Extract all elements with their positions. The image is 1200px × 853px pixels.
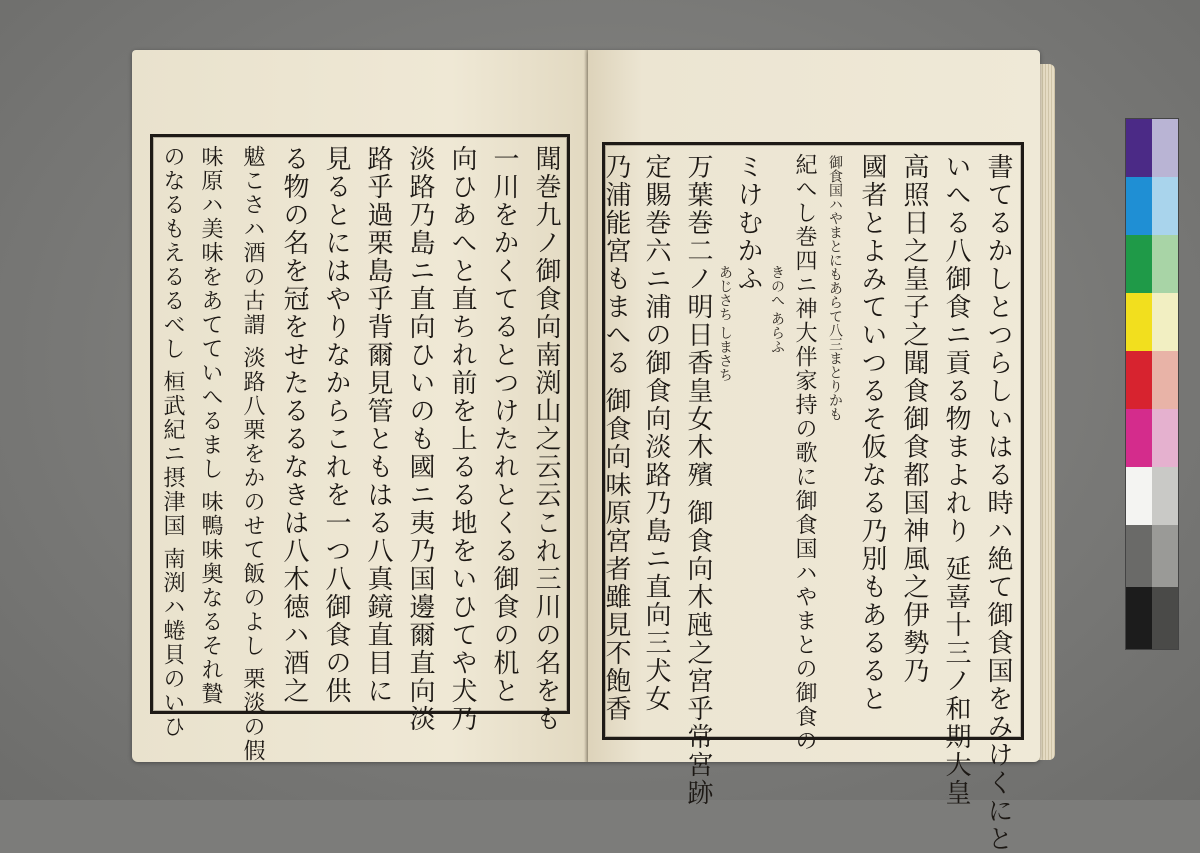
right-note-2: きのへ あらふ [769, 265, 785, 354]
swatch-violet-light [1152, 119, 1178, 177]
left-col-6: 見るとにはやりなからこれを一つ八御食の供 [321, 145, 351, 705]
left-text-frame [150, 134, 570, 763]
swatch-magenta [1126, 409, 1152, 467]
swatch-grey [1152, 525, 1178, 587]
right-col-6: ミけむかふ [733, 153, 763, 293]
right-col-1: 書てるかしとつらしいはる時ハ絶て御食国をみけくにと [983, 153, 1013, 853]
right-note-1: 御食国ハやまとにもあらて八三まとりかも [827, 155, 843, 421]
right-col-8: 定賜巻六ニ浦の御食向淡路乃島ニ直向三犬女 [641, 153, 671, 713]
swatch-grey-dark [1152, 587, 1178, 649]
left-col-5: 路乎過栗島乎背爾見管ともはる八真鏡直目に [363, 145, 393, 705]
right-col-3: 高照日之皇子之聞食御食都国神風之伊勢乃 [899, 153, 929, 685]
right-col-4: 國者とよみていつるそ仮なる乃別もあるると [857, 153, 887, 713]
swatch-magenta-light [1152, 409, 1178, 467]
right-note-3: あじさち しまさち [717, 265, 733, 382]
right-col-2: いへる八御食ニ貢る物まよれり 延喜十三ノ和期大皇 [941, 153, 971, 808]
swatch-green-light [1152, 235, 1178, 293]
open-book [132, 50, 1060, 853]
right-col-9: 乃浦能宮もまへる 御食向味原宮者雖見不飽香 [601, 153, 631, 724]
left-col-10: のなるもえるるべし 桓武紀ニ摂津国 南渕ハ蜷貝のいひ [160, 145, 185, 739]
swatch-grey-mid [1126, 525, 1152, 587]
swatch-green [1126, 235, 1152, 293]
swatch-black [1126, 587, 1152, 649]
swatch-violet [1126, 119, 1152, 177]
swatch-grey-light [1152, 467, 1178, 525]
swatch-yellow-light [1152, 293, 1178, 351]
swatch-red-light [1152, 351, 1178, 409]
left-col-9: 味原ハ美味をあてていへるまし 味鴨味奥なるそれ贄 [198, 145, 223, 706]
left-col-3: 向ひあへと直ちれ前を上るる地をいひてや犬乃 [447, 145, 477, 733]
swatch-red [1126, 351, 1152, 409]
left-col-7: る物の名を冠をせたるるなきは八木徳ハ酒之 [279, 145, 309, 705]
swatch-yellow [1126, 293, 1152, 351]
left-col-4: 淡路乃島ニ直向ひいのも國ニ夷乃国邊爾直向淡 [405, 145, 435, 733]
left-col-8: 魃こさハ酒の古謂 淡路八栗をかのせて飯のよし 栗淡の假 [240, 145, 265, 763]
swatch-blue [1126, 177, 1152, 235]
swatch-white [1126, 467, 1152, 525]
left-page [132, 50, 588, 762]
right-col-5: 紀へし巻四ニ神大伴家持の歌に御食国ハやまとの御食の [792, 153, 817, 753]
right-text-frame [601, 142, 1024, 853]
right-col-7: 万葉巻二ノ明日香皇女木殯 御食向木瓲之宮乎常宮跡 [683, 153, 713, 808]
color-calibration-strip [1125, 118, 1179, 650]
left-col-1: 聞巻九ノ御食向南渕山之云云これ三川の名をも [531, 145, 561, 733]
left-col-2: 一川をかくてるとつけたれとくる御食の机と [489, 145, 519, 705]
swatch-blue-light [1152, 177, 1178, 235]
